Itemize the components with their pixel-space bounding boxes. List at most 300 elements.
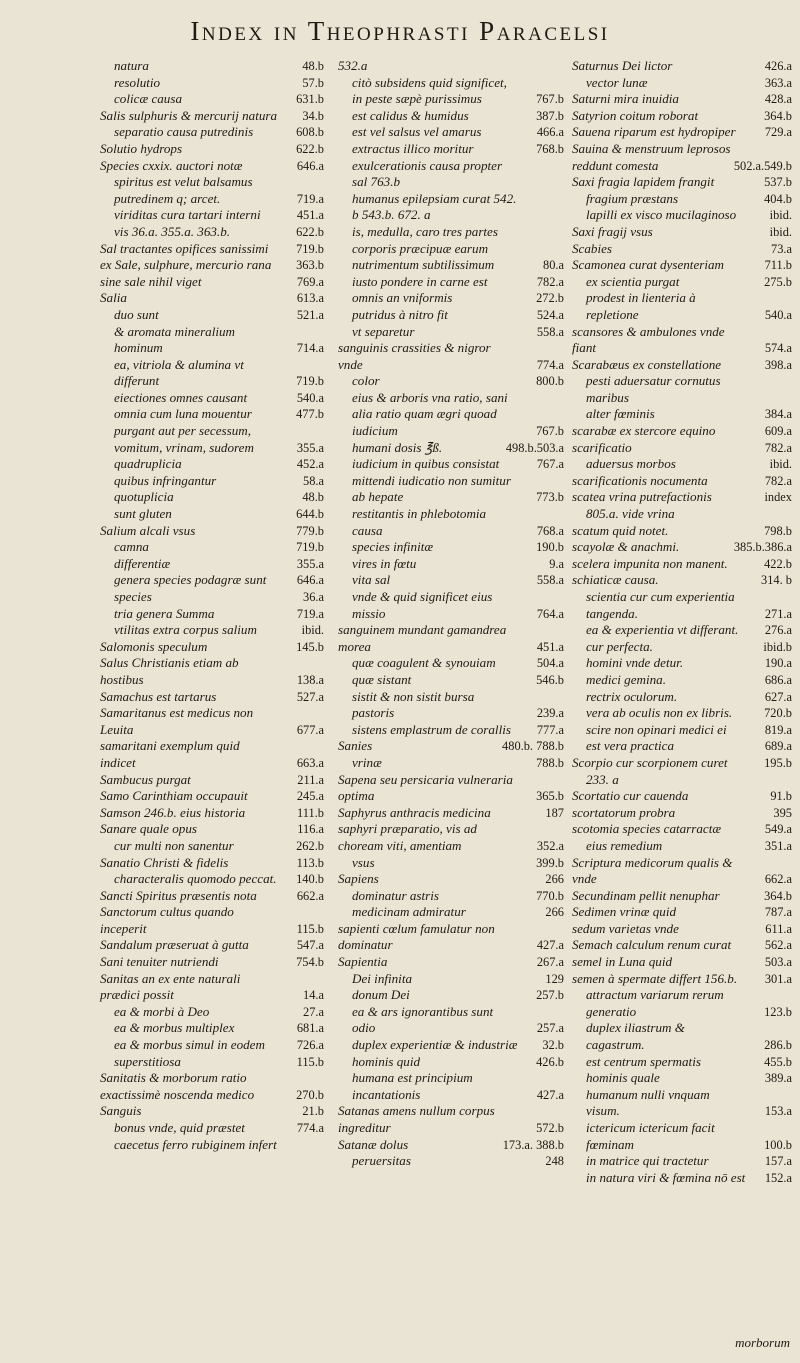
index-entry [572, 257, 792, 274]
entry-term: spiritus est velut balsamus putredinem q; arcet. [114, 174, 253, 206]
index-entry [100, 888, 324, 905]
index-entry [100, 290, 324, 307]
entry-term: Sancti Spiritus præsentis nota [100, 887, 257, 903]
entry-term: ea & morbi à Deo [114, 1003, 210, 1019]
entry-page-ref: 34.b [302, 108, 324, 123]
index-entry [338, 722, 564, 739]
entry-term: Satyrion coitum roborat [572, 107, 699, 123]
index-entry [100, 738, 324, 771]
entry-page-ref: 100.b [764, 1137, 792, 1152]
index-entry [338, 274, 564, 291]
entry-page-ref: 48.b [302, 490, 324, 505]
entry-term: Satanas amens nullum corpus ingreditur [338, 1103, 495, 1135]
index-entry [572, 622, 792, 639]
entry-term: scotomia species catarractæ [572, 821, 722, 837]
entry-page-ref: 524.a [536, 307, 564, 322]
index-entry [338, 689, 564, 722]
entry-term: Sanguis [100, 1103, 142, 1119]
entry-page-ref: 503.a [764, 955, 792, 970]
index-entry [338, 224, 564, 274]
entry-term: eiectiones omnes causant [114, 389, 248, 405]
entry-term: Saxi fragia lapidem frangit [572, 174, 715, 190]
index-entry [338, 390, 564, 440]
entry-page-ref: 646.a [296, 573, 324, 588]
entry-term: putridus à nitro fit [352, 306, 448, 322]
index-entry [338, 456, 564, 473]
entry-term: vita sal [352, 572, 391, 588]
entry-page-ref: 426.b [536, 1054, 564, 1069]
entry-page-ref: 521.a [296, 307, 324, 322]
entry-term: Salia [100, 290, 127, 306]
entry-term: scarificatio [572, 439, 632, 455]
entry-term: in natura viri & fœmina nō est [586, 1169, 746, 1185]
entry-page-ref: 480.b. 788.b [502, 739, 564, 754]
entry-term: Salis sulphuris & mercurij natura [100, 107, 278, 123]
index-entry [572, 423, 792, 440]
entry-page-ref: 777.a [536, 722, 564, 737]
entry-term: Satanæ dolus [338, 1136, 409, 1152]
index-entry [572, 506, 792, 523]
entry-page-ref: 58.a [303, 473, 324, 488]
entry-page-ref: 627.a [764, 689, 792, 704]
entry-term: Scorpio cur scorpionem curet [572, 754, 728, 770]
index-entry [572, 705, 792, 722]
index-entry [572, 473, 792, 490]
entry-page-ref: 123.b [764, 1004, 792, 1019]
entry-term: Sapientia [338, 954, 388, 970]
entry-term: Sauena riparum est hydropiper [572, 124, 736, 140]
entry-term: differentiæ [114, 555, 171, 571]
index-entry [100, 772, 324, 789]
index-entry [338, 855, 564, 872]
entry-page-ref: 502.a.549.b [733, 158, 792, 173]
entry-term: est vel salsus vel amarus [352, 124, 482, 140]
index-entry [100, 506, 324, 523]
index-entry [572, 241, 792, 258]
entry-page-ref: 622.b [296, 224, 324, 239]
entry-page-ref: 384.a [764, 407, 792, 422]
index-entry [100, 357, 324, 390]
entry-term: Salomonis speculum [100, 638, 208, 654]
entry-page-ref: 726.a [296, 1038, 324, 1053]
entry-page-ref: ibid.b [763, 639, 792, 654]
entry-page-ref: 719.b [296, 540, 324, 555]
entry-term: Samachus est tartarus [100, 688, 217, 704]
index-entry [100, 689, 324, 706]
index-entry [572, 954, 792, 971]
index-entry [572, 1153, 792, 1170]
index-entry [572, 821, 792, 838]
entry-page-ref: 798.b [764, 523, 792, 538]
index-entry [572, 672, 792, 689]
index-entry [572, 971, 792, 988]
index-entry [572, 1170, 792, 1187]
entry-page-ref: 719.b [296, 241, 324, 256]
index-entry [338, 738, 564, 755]
entry-term: Sanitas an ex ente naturali prædici possit [100, 970, 241, 1003]
entry-page-ref: 729.a [764, 125, 792, 140]
entry-page-ref: 115.b [296, 1054, 324, 1069]
entry-page-ref: 504.a [536, 656, 564, 671]
entry-page-ref: 145.b [296, 639, 324, 654]
entry-page-ref: 455.b [764, 1054, 792, 1069]
entry-term: sine sale nihil viget [100, 273, 202, 289]
entry-page-ref: 428.a [764, 92, 792, 107]
entry-term: Samo Carinthiam occupauit [100, 788, 248, 804]
entry-term: bonus vnde, quid præstet [114, 1120, 245, 1135]
index-entry [338, 1137, 564, 1154]
index-entry [100, 639, 324, 656]
entry-term: viriditas cura tartari interni [114, 207, 261, 223]
entry-term: Salus Christianis etiam ab hostibus [100, 655, 239, 687]
entry-term: duplex iliastrum & cagastrum. [586, 1020, 685, 1053]
index-entry [572, 224, 792, 241]
index-entry [338, 589, 564, 622]
entry-page-ref: 754.b [296, 955, 324, 970]
entry-term: sanguinis crassities & nigror vnde [338, 340, 491, 372]
entry-term: Semach calculum renum curat [572, 937, 732, 953]
entry-page-ref: 245.a [296, 789, 324, 804]
entry-page-ref: 681.a [296, 1021, 324, 1036]
entry-term: scatum quid notet. [572, 522, 669, 538]
entry-page-ref: 275.b [764, 274, 792, 289]
index-entry [338, 622, 564, 655]
entry-term: 805.a. vide vrina [586, 506, 675, 522]
entry-page-ref: 527.a [296, 689, 324, 704]
entry-term: sanguinem mundant gamandrea morea [338, 622, 507, 654]
index-entry [100, 1137, 324, 1154]
index-entry [338, 324, 564, 341]
index-entry [100, 241, 324, 258]
entry-term: lapilli ex visco mucilaginoso [586, 207, 737, 223]
entry-term: ictericum ictericum facit fœminam [586, 1120, 715, 1152]
index-entry [338, 987, 564, 1004]
entry-term: Scriptura medicorum qualis & vnde [572, 854, 733, 887]
index-entry [100, 489, 324, 506]
entry-page-ref: 266 [545, 872, 564, 887]
index-entry [572, 207, 792, 224]
index-entry [338, 191, 564, 224]
index-entry [338, 539, 564, 556]
entry-term: Dei infinita [352, 970, 413, 986]
entry-term: medicinam admiratur [352, 904, 466, 920]
entry-term: scarabæ ex stercore equino [572, 423, 716, 439]
entry-term: scayolæ & anachmi. [572, 539, 680, 555]
index-entry [572, 738, 792, 755]
entry-page-ref: 498.b.503.a [505, 440, 564, 455]
index-entry [572, 937, 792, 954]
index-entry [100, 207, 324, 224]
entry-term: rectrix oculorum. [586, 688, 678, 704]
index-entry [100, 1004, 324, 1021]
entry-term: vires in fœtu [352, 555, 417, 571]
entry-term: omnia cum luna mouentur [114, 406, 252, 422]
entry-term: cur multi non sanentur [114, 837, 234, 853]
index-entry [100, 838, 324, 855]
entry-page-ref: 32.b [542, 1038, 564, 1053]
index-entry [100, 821, 324, 838]
entry-term: colicæ causa [114, 91, 183, 107]
entry-page-ref: 140.b [296, 872, 324, 887]
index-entry [338, 1037, 564, 1054]
index-entry [100, 589, 324, 606]
entry-term: natura [114, 58, 149, 73]
entry-term: extractus illico moritur [352, 140, 474, 156]
entry-page-ref: 190.b [536, 540, 564, 555]
index-entry [338, 572, 564, 589]
entry-term: sunt gluten [114, 506, 172, 522]
entry-term: vnde & quid significet eius missio [352, 589, 493, 621]
index-entry [338, 141, 564, 158]
entry-term: vera ab oculis non ex libris. [586, 705, 733, 721]
entry-page-ref: 364.b [764, 108, 792, 123]
index-entry [100, 1037, 324, 1054]
index-entry [572, 108, 792, 125]
entry-page-ref: 153.a [764, 1104, 792, 1119]
entry-term: ea & morbus multiplex [114, 1020, 235, 1036]
index-entry [100, 324, 324, 357]
entry-term: vtilitas extra corpus salium [114, 622, 257, 638]
entry-term: Salium alcali vsus [100, 522, 196, 538]
index-entry [100, 141, 324, 158]
index-entry [338, 158, 564, 191]
entry-page-ref: 768.b [536, 141, 564, 156]
entry-term: alter fœminis [586, 406, 655, 422]
entry-term: Sauina & menstruum leprosos reddunt comesta [572, 140, 731, 173]
index-entry [338, 473, 564, 506]
entry-term: homini vnde detur. [586, 655, 684, 671]
entry-page-ref: 574.a [764, 341, 792, 356]
entry-page-ref: 451.a [296, 208, 324, 223]
index-entry [100, 954, 324, 971]
entry-page-ref: 572.b [536, 1121, 564, 1135]
entry-term: schiaticæ causa. [572, 572, 659, 588]
entry-term: ea, vitriola & alumina vt differunt [114, 356, 244, 389]
entry-term: Sambucus purgat [100, 771, 191, 787]
index-entry [338, 1004, 564, 1037]
entry-page-ref: 611.a [765, 921, 792, 936]
index-entry [338, 971, 564, 988]
index-entry [100, 788, 324, 805]
index-column-2 [338, 58, 564, 1170]
index-entry [338, 755, 564, 772]
entry-page-ref: 608.b [296, 125, 324, 140]
index-entry [572, 722, 792, 739]
entry-term: resolutio [114, 74, 161, 90]
entry-page-ref: 48.b [302, 59, 324, 73]
index-entry [338, 821, 564, 854]
entry-term: citò subsidens quid significet, in peste sæpè purissimus [352, 74, 507, 107]
entry-page-ref: 719.b [296, 374, 324, 389]
entry-page-ref: 663.a [296, 755, 324, 770]
entry-page-ref: 540.a [296, 390, 324, 405]
entry-page-ref: 764.a [536, 606, 564, 621]
entry-page-ref: 286.b [764, 1038, 792, 1053]
entry-page-ref: 477.b [296, 407, 324, 422]
index-entry [572, 772, 792, 789]
entry-term: Scabies [572, 240, 612, 256]
entry-page-ref: 819.a [764, 722, 792, 737]
entry-term: genera species podagræ sunt [114, 572, 267, 588]
index-entry [100, 75, 324, 92]
entry-term: Sanitatis & morborum ratio exactissimè noscenda medico [100, 1070, 255, 1102]
entry-term: iusto pondere in carne est [352, 273, 488, 289]
index-entry [100, 572, 324, 589]
index-entry [338, 373, 564, 390]
entry-term: Saturnus Dei lictor [572, 58, 673, 73]
entry-term: duo sunt [114, 306, 159, 322]
entry-term: separatio causa putredinis [114, 124, 254, 140]
entry-page-ref: 562.a [764, 938, 792, 953]
index-entry [572, 755, 792, 772]
entry-page-ref: 788.b [536, 755, 564, 770]
entry-page-ref: 91.b [770, 789, 792, 804]
entry-page-ref: 248 [545, 1154, 564, 1169]
index-entry [572, 855, 792, 888]
entry-term: peruersitas [352, 1153, 411, 1169]
entry-page-ref: ibid. [301, 623, 324, 638]
index-entry [338, 108, 564, 125]
entry-page-ref: ibid. [769, 457, 792, 472]
index-entry [338, 506, 564, 539]
entry-term: Samaritanus est medicus non Leuita [100, 705, 254, 737]
entry-page-ref: 558.a [536, 573, 564, 588]
index-entry [100, 1070, 324, 1103]
entry-term: restitantis in phlebotomia causa [352, 506, 487, 538]
index-column-3 [572, 58, 792, 1186]
entry-term: ea & morbus simul in eodem [114, 1037, 265, 1053]
entry-page-ref: 779.b [296, 523, 324, 538]
index-entry [100, 390, 324, 407]
index-entry [100, 622, 324, 639]
entry-page-ref: 787.a [764, 905, 792, 920]
entry-term: Sanctorum cultus quando inceperit [100, 904, 234, 936]
entry-page-ref: 352.a [536, 838, 564, 853]
entry-page-ref: 613.a [296, 291, 324, 306]
entry-page-ref: 404.b [764, 191, 792, 206]
index-entry [100, 606, 324, 623]
entry-term: vector lunæ [586, 74, 648, 90]
entry-page-ref: 129 [545, 971, 564, 986]
index-entry [338, 75, 564, 108]
entry-term: aduersus morbos [586, 456, 676, 472]
index-entry [100, 108, 324, 125]
entry-term: Sanatio Christi & fidelis [100, 854, 229, 870]
entry-page-ref: 365.b [536, 789, 564, 804]
index-entry [100, 224, 324, 241]
entry-term: Sani tenuiter nutriendi [100, 954, 219, 970]
entry-page-ref: 9.a [549, 556, 564, 571]
entry-term: saphyri præparatio, vis ad choream viti, amentiam [338, 821, 477, 853]
entry-page-ref: 609.a [764, 424, 792, 439]
entry-page-ref: 73.a [771, 241, 792, 256]
entry-term: scire non opinari medici ei [586, 721, 727, 737]
entry-page-ref: 426.a [764, 59, 792, 73]
index-entry [572, 572, 792, 589]
entry-page-ref: 270.b [296, 1087, 324, 1102]
index-entry [100, 655, 324, 688]
entry-term: Sanies [338, 738, 373, 754]
index-entry [100, 1120, 324, 1137]
entry-page-ref: 355.a [296, 556, 324, 571]
index-entry [572, 639, 792, 656]
entry-page-ref: 398.a [764, 357, 792, 372]
entry-page-ref: 773.b [536, 490, 564, 505]
entry-page-ref: ibid. [769, 224, 792, 239]
index-entry [572, 1054, 792, 1071]
index-column-1 [100, 58, 324, 1153]
index-entry [338, 1054, 564, 1071]
index-entry [572, 589, 792, 622]
index-entry [572, 141, 792, 174]
entry-term: semel in Luna quid [572, 954, 673, 970]
entry-page-ref: 677.a [296, 722, 324, 737]
index-entry [338, 556, 564, 573]
entry-page-ref: 190.a [764, 656, 792, 671]
entry-page-ref: 157.a [764, 1154, 792, 1169]
index-entry [100, 406, 324, 423]
entry-page-ref: 770.b [536, 888, 564, 903]
entry-term: omnis an vniformis [352, 290, 453, 306]
entry-page-ref: 385.b.386.a [733, 540, 792, 555]
entry-page-ref: 211.a [297, 772, 324, 787]
entry-term: caecetus ferro rubiginem infert [114, 1136, 277, 1152]
index-entry [572, 1070, 792, 1087]
index-entry [100, 174, 324, 207]
entry-page-ref: 452.a [296, 457, 324, 472]
index-entry [572, 357, 792, 374]
entry-page-ref: index [764, 490, 792, 505]
entry-page-ref: 14.a [303, 988, 324, 1003]
index-entry [572, 191, 792, 208]
index-entry [572, 58, 792, 75]
index-entry [100, 257, 324, 274]
entry-term: ea & ars ignorantibus sunt odio [352, 1003, 494, 1036]
entry-page-ref: 239.a [536, 706, 564, 721]
entry-page-ref: 719.a [296, 606, 324, 621]
entry-page-ref: ibid. [769, 208, 792, 223]
index-entry [572, 838, 792, 855]
entry-term: Samson 246.b. eius historia [100, 804, 246, 820]
index-entry [338, 290, 564, 307]
index-entry [338, 1070, 564, 1103]
index-entry [572, 987, 792, 1020]
entry-term: color [352, 373, 380, 389]
entry-term: sapienti cœlum famulatur non dominatur [338, 920, 495, 953]
entry-term: sistens emplastrum de corallis [352, 721, 511, 737]
entry-page-ref: 422.b [764, 556, 792, 571]
entry-page-ref: 387.b [536, 108, 564, 123]
entry-term: sedum varietas vnde [572, 920, 679, 936]
entry-term: iudicium in quibus consistat [352, 456, 500, 472]
entry-page-ref: 262.b [296, 838, 324, 853]
entry-page-ref: 719.a [296, 191, 324, 206]
index-entry [572, 689, 792, 706]
entry-page-ref: 364.b [764, 888, 792, 903]
index-entry [572, 406, 792, 423]
entry-term: in matrice qui tractetur [586, 1153, 709, 1169]
index-entry [572, 75, 792, 92]
entry-term: est vera practica [586, 738, 674, 754]
index-entry [100, 307, 324, 324]
entry-term: Scamonea curat dysenteriam [572, 257, 724, 273]
entry-term: duplex experientiæ & industriæ [352, 1037, 518, 1053]
entry-term: mittendi iudicatio non sumitur ab hepate [352, 472, 511, 505]
entry-term: Sanare quale opus [100, 821, 197, 837]
entry-term: scarificationis nocumenta [572, 472, 708, 488]
catchword: morborum [735, 1335, 790, 1350]
entry-page-ref: 546.b [536, 672, 564, 687]
